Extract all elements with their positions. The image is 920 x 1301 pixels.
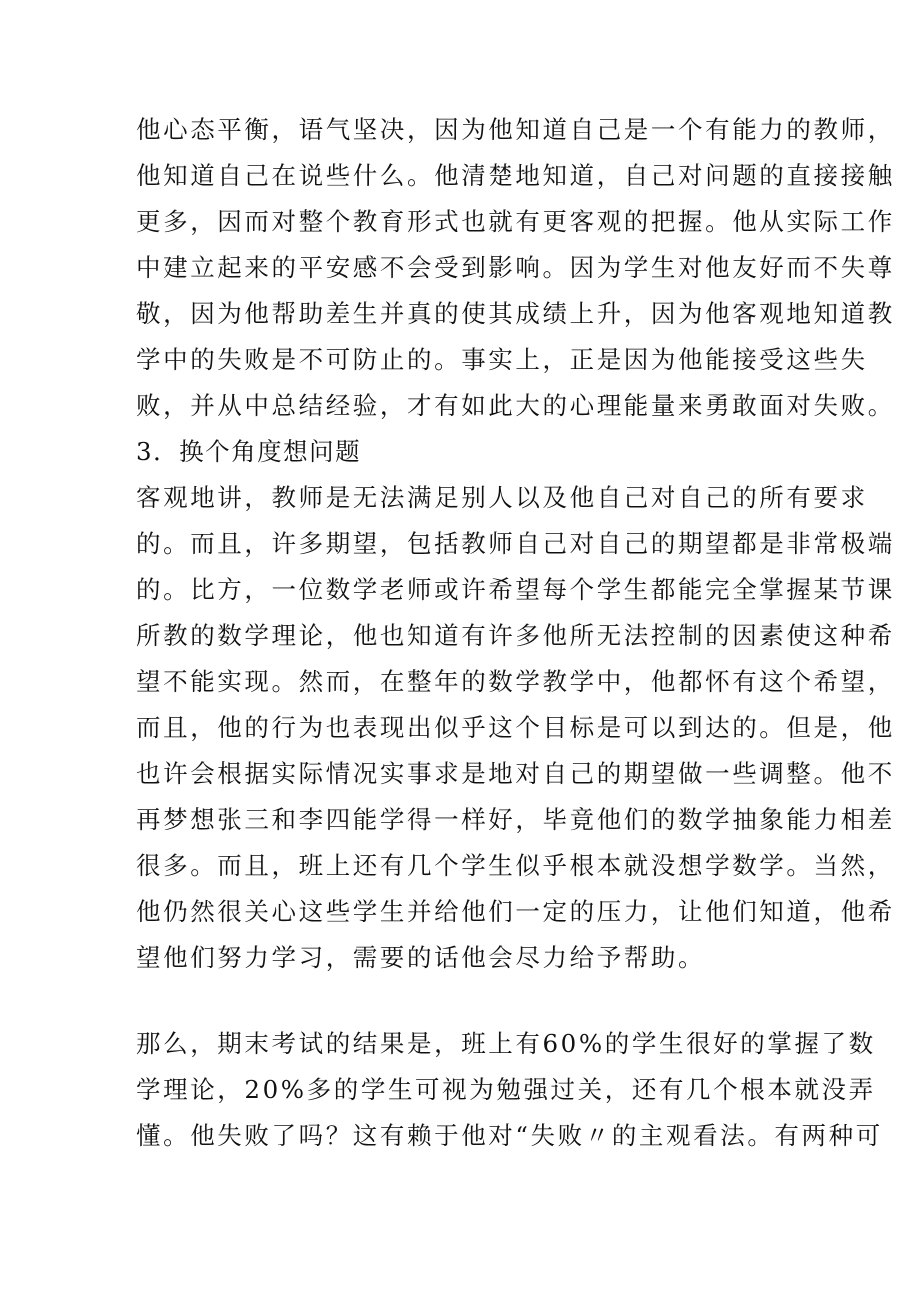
text-line: 敬，因为他帮助差生并真的使其成绩上升，因为他客观地知道教 — [136, 299, 895, 328]
text-line: 也许会根据实际情况实事求是地对自己的期望做一些调整。他不 — [136, 759, 895, 788]
text-line: 望不能实现。然而，在整年的数学教学中，他都怀有这个希望， — [136, 667, 895, 696]
section-heading: 3．换个角度想问题 — [136, 437, 362, 466]
text-line: 更多，因而对整个教育形式也就有更客观的把握。他从实际工作 — [136, 207, 895, 236]
text-line: 他心态平衡，语气坚决，因为他知道自己是一个有能力的教师， — [136, 115, 895, 144]
text-line: 客观地讲，教师是无法满足别人以及他自己对自己的所有要求 — [136, 483, 868, 512]
text-line: 学中的失败是不可防止的。事实上，正是因为他能接受这些失 — [136, 345, 868, 374]
text-line: 他仍然很关心这些学生并给他们一定的压力，让他们知道，他希 — [136, 897, 895, 926]
text-line: 的。比方，一位数学老师或许希望每个学生都能完全掌握某节课 — [136, 575, 895, 604]
text-line: 而且，他的行为也表现出似乎这个目标是可以到达的。但是，他 — [136, 713, 895, 742]
text-line: 所教的数学理论，他也知道有许多他所无法控制的因素使这种希 — [136, 621, 895, 650]
text-line: 学理论，20%多的学生可视为勉强过关，还有几个根本就没弄 — [136, 1075, 876, 1104]
text-line: 望他们努力学习，需要的话他会尽力给予帮助。 — [136, 943, 706, 972]
text-line: 懂。他失败了吗？这有赖于他对“失败〃的主观看法。有两种可 — [136, 1121, 883, 1150]
text-line: 再梦想张三和李四能学得一样好，毕竟他们的数学抽象能力相差 — [136, 805, 895, 834]
text-line: 那么，期末考试的结果是，班上有60%的学生很好的掌握了数 — [136, 1029, 876, 1058]
text-line: 中建立起来的平安感不会受到影响。因为学生对他友好而不失尊 — [136, 253, 895, 282]
text-line: 败，并从中总结经验，才有如此大的心理能量来勇敢面对失败。 — [136, 391, 895, 420]
text-line: 很多。而且，班上还有几个学生似乎根本就没想学数学。当然， — [136, 851, 895, 880]
text-line: 的。而且，许多期望，包括教师自己对自己的期望都是非常极端 — [136, 529, 895, 558]
text-line: 他知道自己在说些什么。他清楚地知道，自己对问题的直接接触 — [136, 161, 895, 190]
